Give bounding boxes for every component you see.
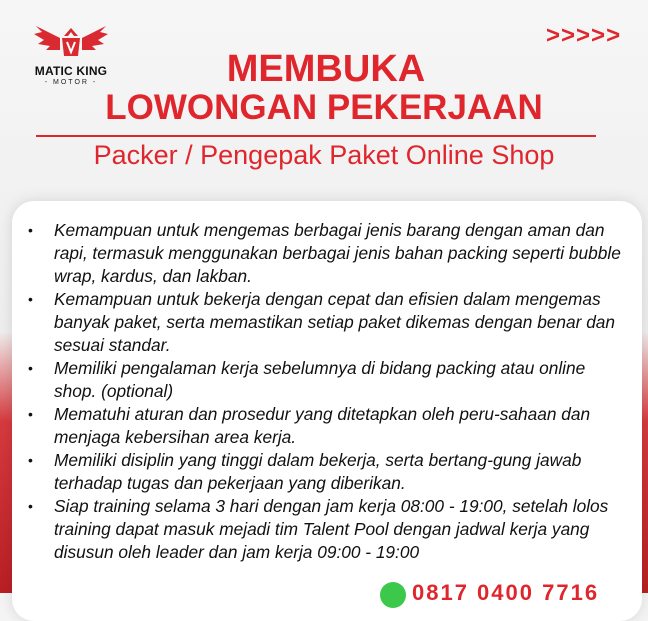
headline-line-1: MEMBUKA <box>226 48 426 90</box>
bullet-icon: • <box>28 360 33 376</box>
bullet-icon: • <box>28 291 33 307</box>
chevron-arrows-icon: >>>>> <box>546 22 622 49</box>
list-item: • Mematuhi aturan dan prosedur yang ditetapkan oleh peru-sahaan dan menjaga kebersihan area kerja. <box>28 404 591 447</box>
bullet-icon: • <box>28 222 33 238</box>
list-item: • Memiliki disiplin yang tinggi dalam bekerja, serta bertang-gung jawab terhadap tugas dan pekerjaan yang diberikan. <box>28 450 582 493</box>
job-position-subtitle: Packer / Pengepak Paket Online Shop <box>93 140 555 170</box>
requirements-list <box>28 219 628 564</box>
brand-name: MATIC KING <box>34 64 108 78</box>
list-item: • Memiliki pengalaman kerja sebelumnya di bidang packing atau online shop. (optional) <box>28 358 586 401</box>
whatsapp-icon <box>380 582 406 608</box>
bullet-icon: • <box>28 406 33 422</box>
headline-divider <box>36 135 596 137</box>
bullet-icon: • <box>28 452 33 468</box>
headline-line-2: LOWONGAN PEKERJAAN <box>105 88 543 127</box>
brand-subname: - MOTOR - <box>44 79 98 86</box>
list-item: • Kemampuan untuk bekerja dengan cepat dan efisien dalam mengemas banyak paket, serta memastikan setiap paket dikemas dengan benar dan sesuai standar. <box>28 289 616 355</box>
bullet-icon: • <box>28 498 33 514</box>
list-item: • Siap training selama 3 hari dengan jam kerja 08:00 - 19:00, setelah lolos training dapat masuk mejadi tim Talent Pool dengan jadwal kerja yang disusun oleh leader dan jam kerja 09:00 - 19:00 <box>28 496 609 562</box>
list-item: • Kemampuan untuk mengemas berbagai jenis barang dengan aman dan rapi, termasuk menggunakan berbagai jenis bahan packing seperti bubble wrap, kardus, dan lakban. <box>28 220 621 286</box>
contact-phone: 0817 0400 7716 <box>412 580 600 605</box>
